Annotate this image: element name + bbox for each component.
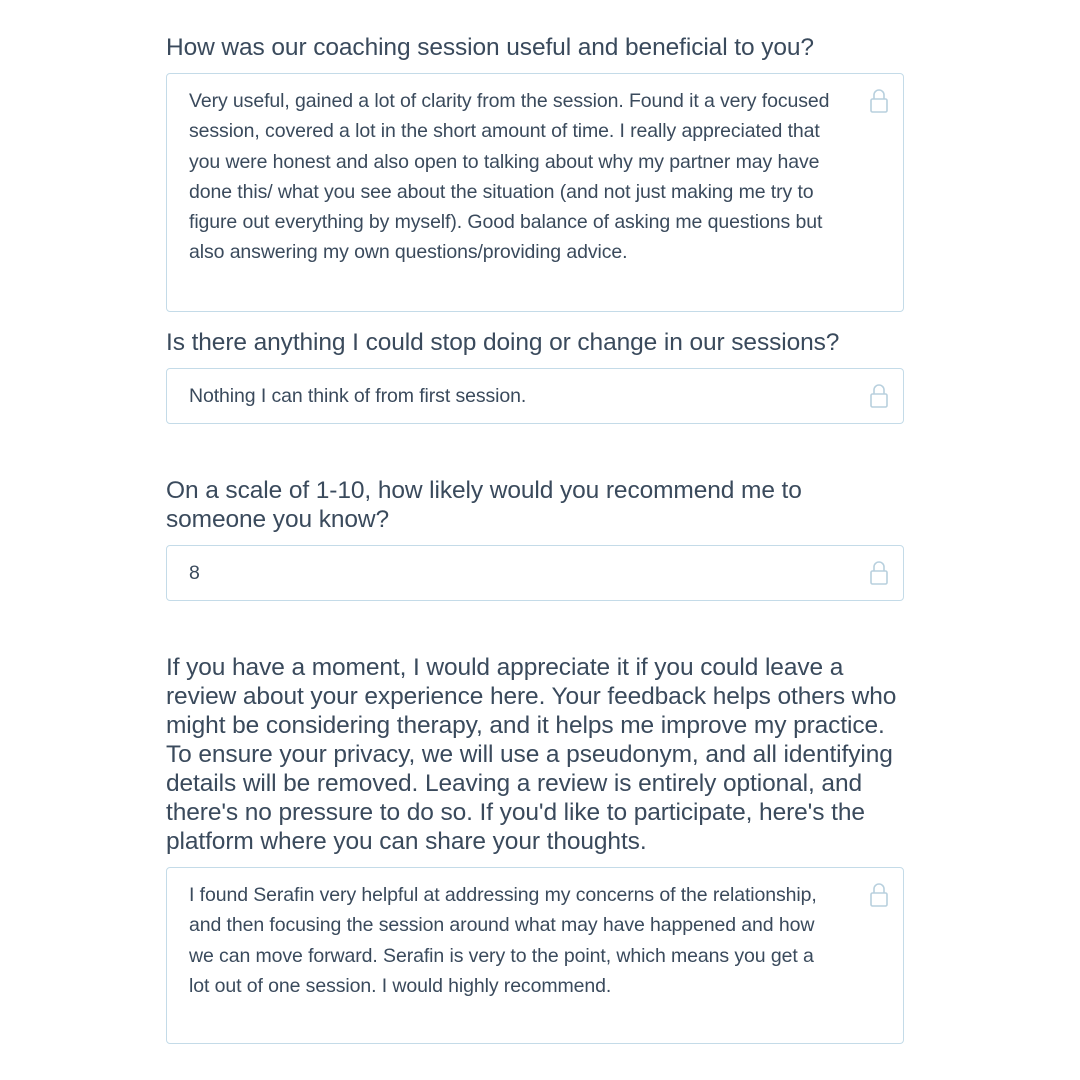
lock-icon: [869, 88, 889, 114]
question-label-change: Is there anything I could stop doing or change in our sessions?: [166, 329, 840, 356]
answer-text-recommend: 8: [189, 562, 200, 584]
lock-icon: [869, 560, 889, 586]
answer-text-change: Nothing I can think of from first session.: [189, 385, 527, 407]
lock-icon: [869, 383, 889, 409]
answer-field-recommend[interactable]: [166, 545, 904, 601]
question-label-usefulness: How was our coaching session useful and beneficial to you?: [166, 34, 814, 61]
lock-icon: [869, 882, 889, 908]
answer-text-usefulness: Very useful, gained a lot of clarity from the session. Found it a very focused session, covered a lot in the short amount of time. I really appreciated that you were honest and also open to talking about why my partner may have done this/ what you see about the situation (and not just making me try to figure out everything by myself). Good balance of asking me questions but also answering my own questions/providing advice.: [189, 90, 830, 264]
question-label-recommend: On a scale of 1-10, how likely would you recommend me to someone you know?: [166, 477, 802, 533]
answer-field-review[interactable]: [166, 867, 904, 1044]
question-label-review: If you have a moment, I would appreciate it if you could leave a review about your experience here. Your feedback helps others who might be considering therapy, and it helps me improve my practice. To ensure your privacy, we will use a pseudonym, and all identifying details will be removed. Leaving a review is entirely optional, and there's no pressure to do so. If you'd like to participate, here's the platform where you can share your thoughts.: [166, 654, 897, 855]
answer-field-change[interactable]: [166, 368, 904, 424]
answer-field-usefulness[interactable]: [166, 73, 904, 312]
answer-text-review: I found Serafin very helpful at addressing my concerns of the relationship, and then focusing the session around what may have happened and how we can move forward. Serafin is very to the point, which means you get a lot out of one session. I would highly recommend.: [189, 884, 817, 997]
